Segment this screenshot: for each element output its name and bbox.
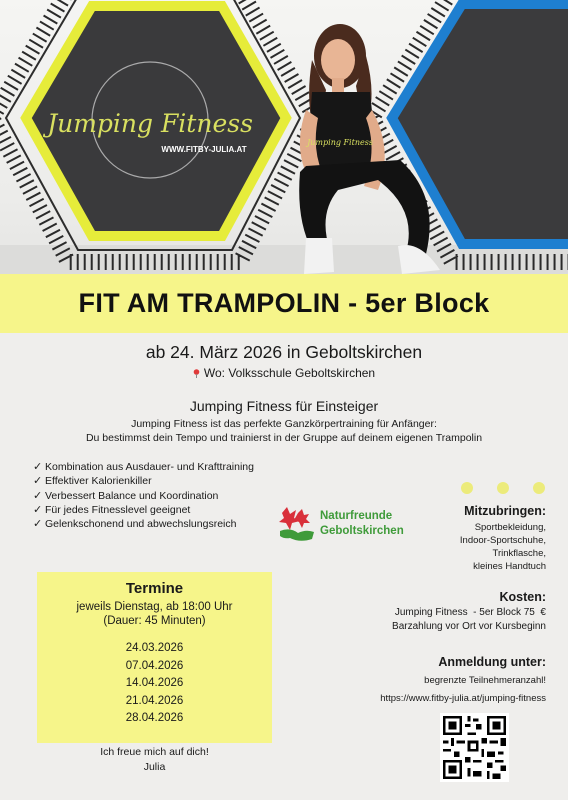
logo-script-text: Jumping Fitness [47, 109, 253, 138]
benefit-item [33, 474, 254, 488]
greeting-line-1: Ich freue mich auf dich! [100, 746, 209, 758]
termine-duration: (Dauer: 45 Minuten) [103, 615, 206, 627]
date-line: ab 24. März 2026 in Geboltskirchen [145, 342, 423, 362]
anmeldung-url[interactable]: https://www.fitby-julia.at/jumping-fitness [380, 693, 546, 704]
termin-date: 24.03.2026 [125, 642, 184, 654]
logo-url-text: WWW.FITBY-JULIA.AT [161, 145, 247, 154]
intro-title: Jumping Fitness für Einsteiger [189, 398, 379, 414]
benefit-text: Kombination aus Ausdauer- und Krafttraining [45, 461, 254, 473]
headline-banner [0, 274, 568, 333]
intro-line-2: Du bestimmst dein Tempo und trainierst in der Gruppe auf deinem eigenen Trampolin [85, 432, 483, 444]
intro-line-1: Jumping Fitness ist das perfekte Ganzkörpertraining für Anfänger: [131, 418, 437, 430]
termin-date: 07.04.2026 [125, 659, 184, 672]
greeting-signature: Julia [143, 761, 166, 773]
check-icon: ✓ [33, 518, 43, 531]
check-icon: ✓ [33, 489, 43, 502]
mitbringen-list [460, 521, 546, 573]
partner-logo-text [320, 509, 404, 539]
location-pin-icon [193, 369, 200, 378]
mitbringen-item: Indoor-Sportschuhe, [459, 535, 546, 546]
check-icon: ✓ [33, 461, 43, 473]
partner-logo-line-1: Naturfreunde [320, 510, 393, 522]
kosten-text [392, 606, 546, 634]
hero-photo [0, 0, 568, 282]
benefit-item [33, 517, 254, 531]
termine-title: Termine [125, 580, 184, 597]
benefit-item [33, 460, 254, 474]
benefit-list [33, 460, 254, 531]
mitbringen-item: Trinkflasche, [492, 548, 546, 559]
hero-illustration [0, 0, 568, 282]
termine-time: jeweils Dienstag, ab 18:00 Uhr [76, 601, 233, 613]
kosten-title: Kosten: [499, 590, 546, 604]
termine-dates [37, 640, 272, 728]
termin-date: 14.04.2026 [125, 677, 184, 689]
decor-dot [533, 482, 545, 494]
decor-dot [497, 482, 509, 494]
shirt-logo-text: Jumping Fitness [307, 138, 373, 147]
benefit-text: Verbessert Balance und Koordination [45, 489, 219, 502]
headline: FIT AM TRAMPOLIN - 5er Block [78, 288, 490, 318]
mitbringen-title: Mitzubringen: [464, 504, 546, 518]
blue-trampoline [372, 0, 568, 262]
check-icon: ✓ [33, 503, 43, 516]
kosten-line-2: Barzahlung vor Ort vor Kursbeginn [392, 621, 546, 632]
benefit-text: Effektiver Kalorienkiller [45, 475, 152, 488]
intro-text [0, 417, 568, 445]
termin-date: 21.04.2026 [125, 694, 184, 707]
termine-box [37, 572, 272, 743]
benefit-item [33, 489, 254, 503]
mitbringen-item: kleines Handtuch [473, 561, 546, 572]
greeting [37, 745, 272, 775]
partner-logo-line-2: Geboltskirchen [320, 525, 404, 537]
anmeldung-subtitle: begrenzte Teilnehmeranzahl! [424, 675, 546, 686]
location-line [0, 366, 568, 380]
termin-date: 28.04.2026 [125, 712, 184, 724]
qr-code-icon[interactable] [440, 713, 509, 782]
anmeldung-title: Anmeldung unter: [438, 655, 546, 669]
location-text: Wo: Volksschule Geboltskirchen [203, 366, 376, 380]
decor-dot [461, 482, 473, 494]
benefit-item [33, 503, 254, 517]
benefit-text: Gelenkschonend und abwechslungsreich [45, 518, 237, 531]
kosten-line-1: Jumping Fitness - 5er Block 75 € [394, 607, 546, 618]
benefit-text: Für jedes Fitnesslevel geeignet [45, 503, 191, 516]
mitbringen-item: Sportbekleidung, [474, 522, 546, 533]
check-icon: ✓ [33, 475, 43, 488]
